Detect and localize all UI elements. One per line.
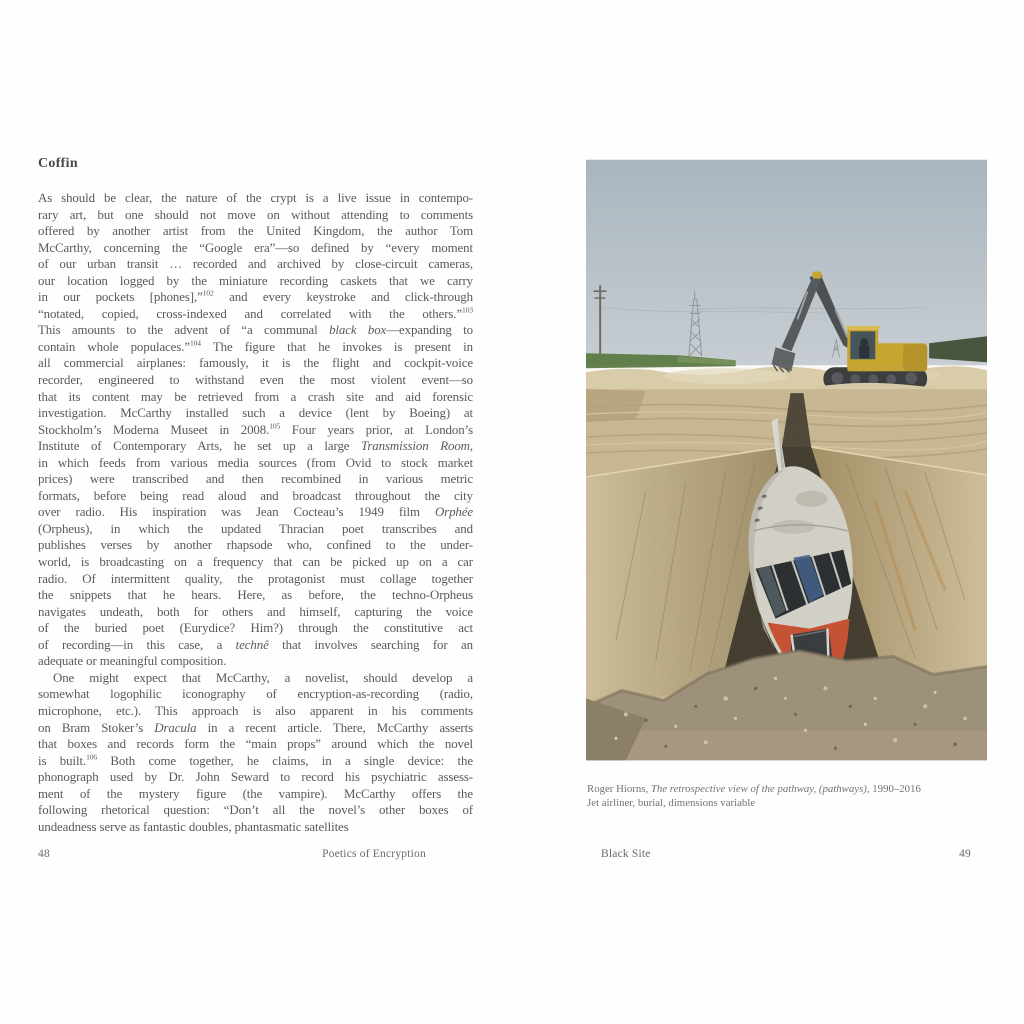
figure-photo: [586, 159, 987, 761]
text-line: adequate or meaningful composition.: [38, 654, 227, 669]
text-line: ment of the mystery figure (the vampire). McCarthy offers the: [38, 786, 473, 801]
text-line: microphone, etc.). This approach is also apparent in his comments: [38, 703, 473, 718]
text-line: of our urban transit … recorded and archived by close-circuit cameras,: [38, 257, 473, 272]
text-line: navigates undeath, both for others and himself, capturing the voice: [38, 604, 473, 619]
text-line: phonograph used by Dr. John Seward to record his psychiatric assess-: [38, 770, 473, 785]
text-line: of the buried poet (Eurydice? Him?) through the constitutive act: [38, 621, 473, 636]
text-line: in which feeds from various media sources (from Ovid to stock market: [38, 455, 473, 470]
text-line: rary art, but one should not move on without attending to comments: [38, 207, 473, 222]
text-line: investigation. McCarthy installed such a device (lent by Boeing) at: [38, 406, 473, 421]
text-line: world, is broadcasting on a frequency that can be picked up on a car: [38, 555, 473, 570]
figure-caption-line2: Jet airliner, burial, dimensions variable: [587, 797, 756, 809]
text-line: that its content may be retrieved from a crash site and aid forensic: [38, 389, 473, 404]
text-line: One might expect that McCarthy, a novelist, should develop a: [53, 670, 473, 685]
page-number-left: 48: [38, 848, 50, 860]
text-line: our location logged by the miniature recording caskets that we carry: [38, 273, 473, 288]
text-line: publishes verses by another rhapsode who, confined to the under-: [38, 538, 473, 553]
text-line: is built.$^{106}$ Both come together, he claims, in a single device: the: [38, 752, 473, 768]
text-line: formats, before being read aloud and broadcast throughout the city: [38, 488, 473, 503]
text-line: that boxes and records form the “main props” around which the novel: [38, 737, 473, 752]
running-title-left: Poetics of Encryption: [322, 848, 426, 860]
excavator-driver: [860, 338, 868, 346]
text-line: contain whole populaces.”$^{104}$ The figure that he invokes is present in: [38, 338, 473, 354]
body-text-column: [38, 190, 473, 835]
text-line: offered by another artist from the United Kingdom, the author Tom: [38, 224, 473, 239]
text-line: of recording—in this case, a technê that involves searching for an: [38, 637, 473, 652]
text-line: As should be clear, the nature of the crypt is a live issue in contempo-: [38, 191, 473, 205]
text-line: the snippets that he hears. Here, as before, the techno-Orpheus: [38, 588, 473, 603]
figure-caption: [587, 782, 989, 810]
text-line: Stockholm’s Moderna Museet in 2008.$^{105}$ Four years prior, at London’s: [38, 421, 473, 437]
text-line: in our pockets [phones],”$^{102}$ and every keystroke and click-through: [38, 289, 473, 305]
section-heading: Coffin: [38, 156, 78, 171]
text-line: all commercial airplanes: famously, it is the flight and cockpit-voice: [38, 356, 473, 371]
running-title-right: Black Site: [601, 848, 651, 860]
text-line: prices) were transcribed and then recombined in various metric: [38, 472, 473, 487]
page-number-right: 49: [959, 848, 971, 860]
text-line: McCarthy, concerning the “Google era”—so defined by “every moment: [38, 240, 473, 255]
text-line: following rhetorical question: “Don’t all the novel’s other boxes of: [38, 803, 473, 818]
text-line: recorder, engineered to withstand even the most violent event—so: [38, 373, 473, 388]
buried-airliner-photo: [586, 159, 987, 761]
text-line: radio. Of intermittent quality, the protagonist must collage together: [38, 571, 473, 586]
text-line: on Bram Stoker’s Dracula in a recent article. There, McCarthy asserts: [38, 720, 473, 735]
text-line: somewhat logophilic iconography of encryption-as-recording (radio,: [38, 687, 473, 702]
text-line: over radio. His inspiration was Jean Cocteau’s 1949 film Orphée: [38, 505, 473, 520]
text-line: Institute of Contemporary Arts, he set up a large Transmission Room,: [38, 439, 473, 454]
figure-caption-line1: Roger Hiorns, The retrospective view of the pathway, (pathways), 1990–2016: [587, 783, 921, 795]
text-line: undeadness serve as fantastic doubles, phantasmatic satellites: [38, 819, 349, 834]
sky: [586, 160, 987, 365]
text-line: “notated, copied, cross-indexed and correlated with the others.”$^{103}$: [38, 305, 473, 321]
text-line: (Orpheus), in which the updated Thracian poet transcribes and: [38, 521, 473, 536]
text-line: This amounts to the advent of “a communal black box—expanding to: [38, 323, 473, 338]
